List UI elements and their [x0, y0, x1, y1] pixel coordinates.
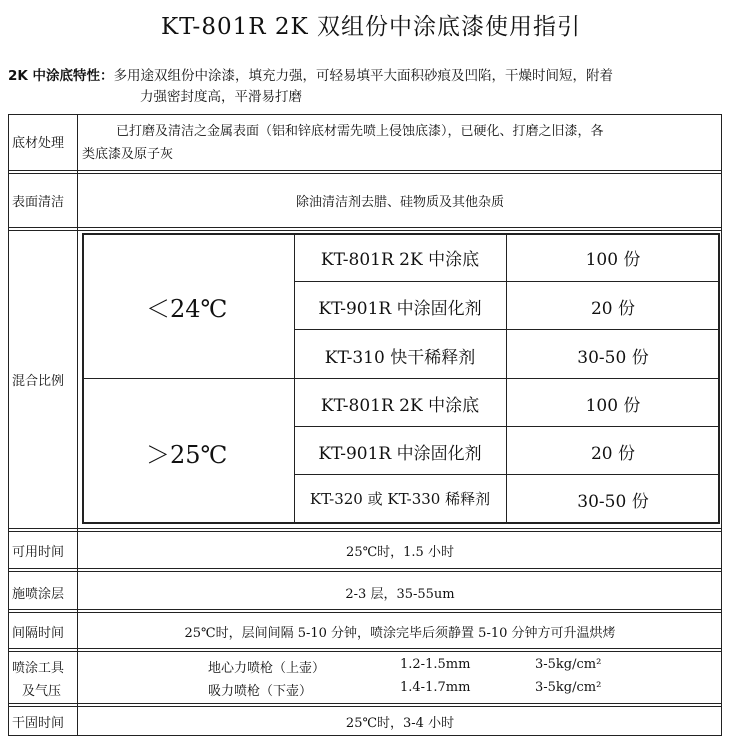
interval-value: 25℃时，层间间隔 5-10 分钟，喷涂完毕后须静置 5-10 分钟方可升温烘烤	[184, 626, 616, 641]
mixing-label: 混合比例	[12, 374, 65, 389]
tool-pressure: 3-5kg/cm²	[535, 680, 602, 695]
features-line-1: 多用途双组份中涂漆，填充力强，可轻易填平大面积砂痕及凹陷，干燥时间短，附着	[113, 68, 614, 84]
mix-product: KT-801R 2K 中涂底	[320, 396, 480, 416]
substrate-line-1: 已打磨及清洁之金属表面（铝和锌底材需先喷上侵蚀底漆），已硬化、打磨之旧漆，各	[116, 124, 604, 139]
drying-label: 干固时间	[12, 716, 65, 731]
coats-value: 2-3 层，35-55um	[345, 587, 455, 602]
document-title: KT-801R 2K 双组份中涂底漆使用指引	[161, 14, 581, 40]
tools-label-line-1: 喷涂工具	[12, 661, 65, 676]
interval-label: 间隔时间	[12, 626, 65, 641]
cleaning-value: 除油清洁剂去腊、硅物质及其他杂质	[295, 195, 504, 210]
coats-label: 施喷涂层	[12, 587, 65, 602]
features-paragraph	[8, 66, 736, 108]
mix-product: KT-801R 2K 中涂底	[320, 250, 480, 270]
temp-above-25: ＞25℃	[146, 441, 228, 469]
substrate-label: 底材处理	[12, 136, 65, 151]
mix-ratio: 30-50 份	[577, 492, 649, 512]
cleaning-label: 表面清洁	[12, 195, 65, 210]
potlife-value: 25℃时，1.5 小时	[346, 545, 454, 560]
potlife-label: 可用时间	[12, 545, 65, 560]
features-label: 2K 中涂底特性：	[8, 68, 114, 84]
temp-below-24: ＜24℃	[146, 295, 228, 323]
mix-product: KT-901R 中涂固化剂	[318, 444, 482, 464]
tool-gun: 地心力喷枪（上壶）	[208, 661, 326, 676]
tool-nozzle: 1.4-1.7mm	[400, 680, 471, 695]
mix-ratio: 100 份	[585, 396, 641, 416]
mix-product: KT-320 或 KT-330 稀释剂	[309, 490, 491, 508]
drying-value: 25℃时，3-4 小时	[345, 716, 455, 731]
mix-ratio: 100 份	[585, 250, 641, 270]
tool-nozzle: 1.2-1.5mm	[400, 657, 471, 672]
mix-ratio: 30-50 份	[577, 348, 649, 368]
mix-product: KT-310 快干稀释剂	[324, 348, 476, 368]
tool-gun: 吸力喷枪（下壶）	[208, 684, 313, 699]
mix-ratio: 20 份	[590, 444, 636, 464]
tools-label-line-2: 及气压	[22, 684, 62, 699]
mix-ratio: 20 份	[590, 299, 636, 319]
features-line-2: 力强密封度高，平滑易打磨	[140, 89, 302, 105]
tool-pressure: 3-5kg/cm²	[535, 657, 602, 672]
mix-product: KT-901R 中涂固化剂	[318, 299, 482, 319]
substrate-line-2: 类底漆及原子灰	[82, 147, 174, 162]
